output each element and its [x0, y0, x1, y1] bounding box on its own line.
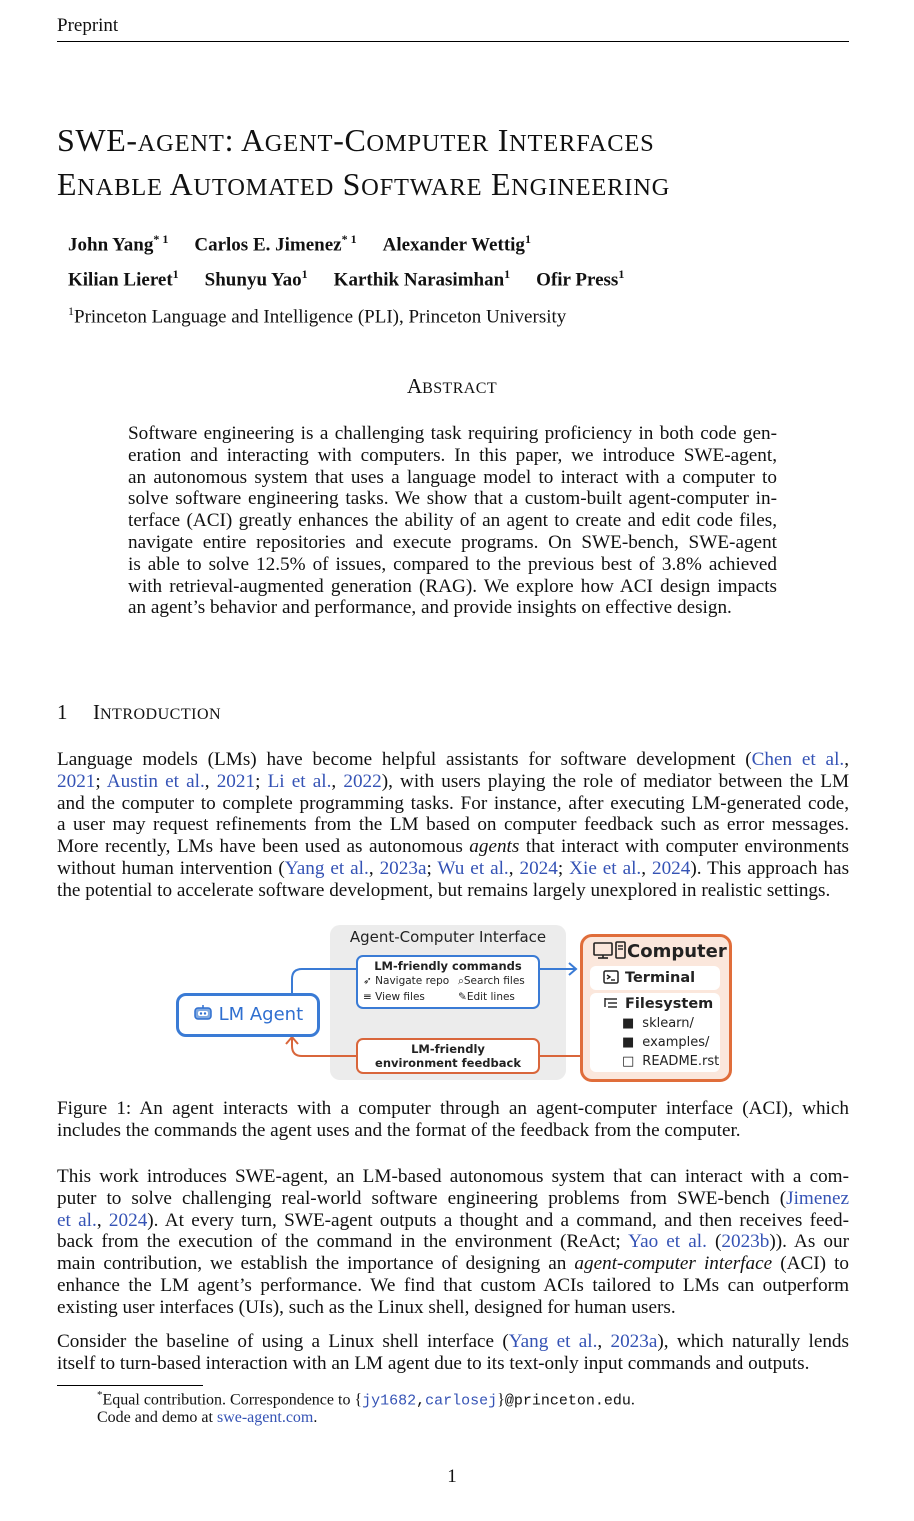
citation-link[interactable]: Chen et al. — [751, 749, 845, 770]
navigate-label: Navigate repo — [375, 975, 450, 987]
citation-link[interactable]: Yang et al. — [284, 857, 369, 879]
text-run: a user may request refinements from the LM based on computer feedback such as error messages. — [57, 814, 849, 836]
emphasis-text: agent-computer interface — [574, 1253, 773, 1275]
title-segment: OFTWARE — [361, 174, 483, 201]
text-line — [57, 1331, 849, 1353]
intro-paragraph-2 — [57, 1166, 849, 1319]
author-affiliation-mark: 1 — [301, 267, 308, 281]
title-segment: I — [489, 122, 509, 158]
footnote-mark: * — [97, 1389, 103, 1401]
title-segment: A — [162, 166, 194, 202]
title-segment: NTERFACES — [508, 130, 655, 157]
text-run: )). As our — [769, 1231, 849, 1253]
text-run: More recently, LMs have been used as autonomous — [57, 836, 470, 858]
citation-link[interactable]: 2021 — [57, 770, 96, 792]
citation-link[interactable]: Li et al. — [267, 770, 332, 792]
author-name: Kilian Lieret — [68, 269, 173, 291]
citation-link[interactable]: Jimenez — [786, 1187, 849, 1209]
section-heading — [57, 700, 221, 725]
text-line — [57, 1210, 849, 1232]
edit-command — [458, 991, 515, 1003]
abstract-line: navigate entire repositories and execute programs. On SWE-bench, SWE-agent — [128, 531, 777, 553]
brace-close: } — [497, 1391, 505, 1409]
author-name: Ofir Press — [536, 269, 619, 291]
citation-link[interactable]: 2024 — [108, 1209, 148, 1231]
page-number: 1 — [447, 1466, 457, 1487]
title-segment: NGINEERING — [511, 174, 671, 201]
citation-link[interactable]: et al. — [57, 1209, 97, 1231]
text-line — [57, 1166, 849, 1188]
citation-link[interactable]: Austin et al. — [106, 770, 205, 792]
text-line — [57, 1188, 849, 1210]
brace-open: { — [354, 1391, 363, 1409]
lm-agent-box — [176, 993, 320, 1037]
text-run: , — [204, 770, 217, 792]
feedback-line-1: LM-friendly — [411, 1042, 485, 1056]
citation-link[interactable]: Yao et al. — [628, 1231, 707, 1253]
text-line — [57, 1253, 849, 1275]
title-segment: NABLE — [77, 174, 163, 201]
edit-label: Edit lines — [466, 991, 515, 1003]
footnote-line-2 — [97, 1409, 317, 1427]
title-segment: -C — [333, 122, 367, 158]
title-segment: AGENT — [137, 130, 225, 157]
pencil-icon: ✎ — [458, 991, 467, 1003]
text-run: , — [641, 857, 652, 879]
abstract-heading-initial: A — [407, 374, 423, 398]
text-line — [57, 1353, 849, 1375]
author-affiliation-mark: 1 — [524, 232, 531, 246]
navigate-command — [363, 975, 449, 987]
text-run: and the computer to complete programming tasks. For instance, after executing LM-generated code, — [57, 792, 849, 814]
abstract-line: an agent’s behavior and performance, and provide insights on effective design. — [128, 597, 732, 619]
search-icon: ⌕ — [458, 975, 464, 987]
feedback-to-agent-line — [292, 1037, 356, 1056]
emphasis-text: agents — [469, 836, 520, 858]
author-row-1 — [68, 232, 531, 256]
text-run: , — [597, 1331, 611, 1352]
lines-icon: ≡ — [363, 991, 372, 1003]
abstract-line: eration and interacting with computers. In this paper, we introduce SWE-agent, — [128, 444, 777, 466]
abstract-heading — [0, 374, 904, 399]
title-segment: S — [334, 166, 362, 202]
text-run: , — [368, 857, 380, 879]
section-title-initial: I — [93, 700, 100, 724]
intro-paragraph-1 — [57, 749, 849, 902]
title-line-1 — [57, 120, 857, 164]
section-title-rest: NTRODUCTION — [100, 706, 222, 723]
author-name: Shunyu Yao — [204, 269, 302, 291]
project-link[interactable]: swe-agent.com — [216, 1409, 314, 1426]
file-icon: □ — [622, 1054, 635, 1069]
file-name: examples/ — [642, 1035, 710, 1050]
text-run: itself to turn-based interaction with an LM agent due to its text-only input commands and outputs. — [57, 1352, 810, 1374]
abstract-line: with retrieval-augmented generation (RAG). We explore how ACI design impacts — [128, 575, 777, 597]
email-link-2[interactable]: carlosej — [425, 1392, 498, 1410]
title-segment: WE- — [75, 122, 138, 158]
text-run: ; — [426, 857, 438, 879]
aci-title: Agent-Computer Interface — [349, 928, 547, 946]
text-line — [57, 836, 849, 858]
text-line — [57, 858, 849, 880]
abstract-line: Software engineering is a challenging task requiring proficiency in both code gen- — [128, 423, 777, 444]
text-run: ), which naturally lends — [657, 1331, 849, 1352]
text-run: Language models (LMs) have become helpful assistants for software development ( — [57, 749, 752, 770]
text-line — [57, 1275, 849, 1297]
commands-title: LM-friendly commands — [374, 959, 522, 973]
file-name: README.rst — [642, 1054, 720, 1069]
filesystem-box — [590, 993, 720, 1072]
caption-line: includes the commands the agent uses and the format of the feedback from the computer. — [57, 1119, 741, 1141]
text-line — [57, 771, 849, 793]
figure-caption — [57, 1098, 849, 1142]
footnote-code-text: Code and demo at — [97, 1409, 217, 1426]
computer-title — [593, 941, 727, 962]
author-row-2 — [68, 267, 624, 291]
folder-icon: ■ — [622, 1035, 635, 1050]
email-link-1[interactable]: jy1682 — [362, 1392, 417, 1410]
author-name: Karthik Narasimhan — [333, 269, 505, 291]
text-run: main contribution, we establish the importance of designing an — [57, 1253, 575, 1275]
abstract-line: is able to solve 12.5% of issues, compared to the previous best of 3.8% achieved — [128, 553, 777, 575]
author-name: Alexander Wettig — [382, 234, 525, 256]
header-rule — [57, 41, 849, 42]
author-affiliation-mark: 1 — [618, 267, 625, 281]
feedback-line-2: environment feedback — [375, 1056, 521, 1070]
footnote-code-period: . — [313, 1409, 318, 1426]
citation-link[interactable]: 2024 — [651, 857, 691, 879]
text-run: existing user interfaces (UIs), such as the Linux shell, designed for human users. — [57, 1296, 676, 1318]
terminal-box — [590, 966, 720, 990]
footnote-line-1 — [97, 1389, 635, 1409]
text-run: puter to solve challenging real-world software engineering problems from SWE-bench ( — [57, 1187, 787, 1209]
title-line-2 — [57, 164, 857, 208]
paper-title — [57, 120, 857, 208]
text-run: ). At every turn, SWE-agent outputs a thought and a command, and then receives feed- — [147, 1209, 849, 1231]
computer-icon — [593, 941, 627, 959]
affiliation-mark: 1 — [68, 304, 74, 318]
intro-paragraph-3 — [57, 1331, 849, 1375]
text-run: This work introduces SWE-agent, an LM-based autonomous system that can interact with a com- — [57, 1166, 849, 1187]
author-affiliation-mark: * 1 — [153, 232, 169, 246]
citation-link[interactable]: 2024 — [519, 857, 558, 879]
citation-link[interactable]: 2023a — [610, 1331, 658, 1352]
file-item — [622, 1035, 709, 1050]
text-line — [57, 880, 849, 902]
text-run: ( — [706, 1231, 722, 1253]
terminal-icon — [603, 970, 619, 984]
text-line — [57, 1297, 849, 1319]
abstract-body — [128, 423, 777, 619]
title-segment: E — [57, 166, 78, 202]
text-run: , — [331, 770, 344, 792]
file-item — [622, 1016, 694, 1031]
feedback-box — [356, 1038, 540, 1074]
file-name: sklearn/ — [642, 1016, 694, 1031]
citation-link[interactable]: Yang et al. — [508, 1331, 598, 1352]
title-segment: : A — [224, 122, 265, 158]
computer-box — [580, 934, 732, 1082]
search-label: Search files — [463, 975, 525, 987]
text-run: , — [96, 1209, 109, 1231]
send-icon: ➶ — [363, 975, 372, 987]
citation-link[interactable]: 2023a — [379, 857, 427, 879]
author-affiliation-mark: * 1 — [341, 232, 357, 246]
lm-agent-label: LM Agent — [218, 1004, 304, 1025]
filesystem-label: Filesystem — [625, 996, 714, 1012]
title-segment: OMPUTER — [366, 130, 490, 157]
text-run: enhance the LM agent’s performance. We find that custom ACIs tailored to LMs can outperform — [57, 1274, 849, 1296]
text-run: without human intervention ( — [57, 857, 285, 879]
running-head: Preprint — [57, 15, 119, 36]
footnote-text: Equal contribution. Correspondence to — [102, 1391, 355, 1409]
section-number: 1 — [57, 700, 68, 724]
caption-line: Figure 1: An agent interacts with a computer through an agent-computer interface (ACI), which — [57, 1098, 849, 1119]
terminal-label: Terminal — [625, 970, 696, 986]
text-run: ; — [557, 857, 570, 879]
author-affiliation-mark: 1 — [172, 267, 179, 281]
author-affiliation-mark: 1 — [504, 267, 511, 281]
text-run: (ACI) to — [772, 1253, 850, 1275]
citation-link[interactable]: 2022 — [343, 770, 382, 792]
text-run: ). This approach has — [690, 857, 850, 879]
citation-link[interactable]: 2021 — [216, 770, 256, 792]
footnote-period: . — [630, 1391, 635, 1409]
computer-label: Computer — [627, 941, 727, 962]
citation-link[interactable]: Xie et al. — [569, 857, 642, 879]
text-run: ; — [95, 770, 107, 792]
folder-icon: ■ — [622, 1016, 635, 1031]
text-line — [57, 814, 849, 836]
text-run: ; — [255, 770, 268, 792]
citation-link[interactable]: 2023b — [721, 1231, 770, 1253]
text-run: , — [844, 749, 849, 770]
author-name: John Yang — [68, 234, 154, 256]
search-command — [458, 975, 525, 988]
robot-icon — [193, 1004, 213, 1022]
abstract-line: an autonomous system that uses a language model to interact with a computer to — [128, 466, 777, 488]
agent-to-commands-line — [292, 969, 356, 993]
text-run: back from the execution of the command in the environment (ReAct; — [57, 1231, 629, 1253]
affiliation-text: Princeton Language and Intelligence (PLI), Princeton University — [74, 306, 567, 328]
footnote-rule — [57, 1385, 203, 1386]
text-line — [57, 749, 849, 771]
text-run: ), with users playing the role of mediator between the LM — [381, 770, 850, 792]
email-comma: , — [416, 1392, 426, 1410]
text-run: that interact with computer environments — [519, 836, 849, 858]
title-segment: GENT — [264, 130, 334, 157]
figure-1 — [170, 925, 740, 1085]
text-line — [57, 1231, 849, 1253]
view-command — [363, 991, 425, 1003]
text-run: Consider the baseline of using a Linux shell interface ( — [57, 1331, 509, 1352]
text-line — [57, 793, 849, 815]
tree-list-icon — [603, 996, 619, 1010]
title-segment: S — [57, 122, 76, 158]
affiliation — [68, 304, 566, 328]
abstract-heading-rest: BSTRACT — [422, 380, 497, 397]
abstract-line: solve software engineering tasks. We show that a custom-built agent-computer in- — [128, 488, 777, 510]
view-label: View files — [375, 991, 425, 1003]
author-name: Carlos E. Jimenez — [194, 234, 342, 256]
file-item — [622, 1054, 719, 1069]
text-run: , — [508, 857, 520, 879]
filesystem-title — [603, 996, 713, 1012]
title-segment: UTOMATED — [193, 174, 335, 201]
abstract-line: terface (ACI) greatly enhances the ability of an agent to create and edit code files, — [128, 510, 777, 532]
text-run: the potential to accelerate software development, but remains largely unexplored in realistic settings. — [57, 879, 831, 901]
email-domain: @princeton.edu — [504, 1392, 631, 1410]
citation-link[interactable]: Wu et al. — [437, 857, 509, 879]
commands-box — [356, 955, 540, 1009]
title-segment: E — [482, 166, 512, 202]
